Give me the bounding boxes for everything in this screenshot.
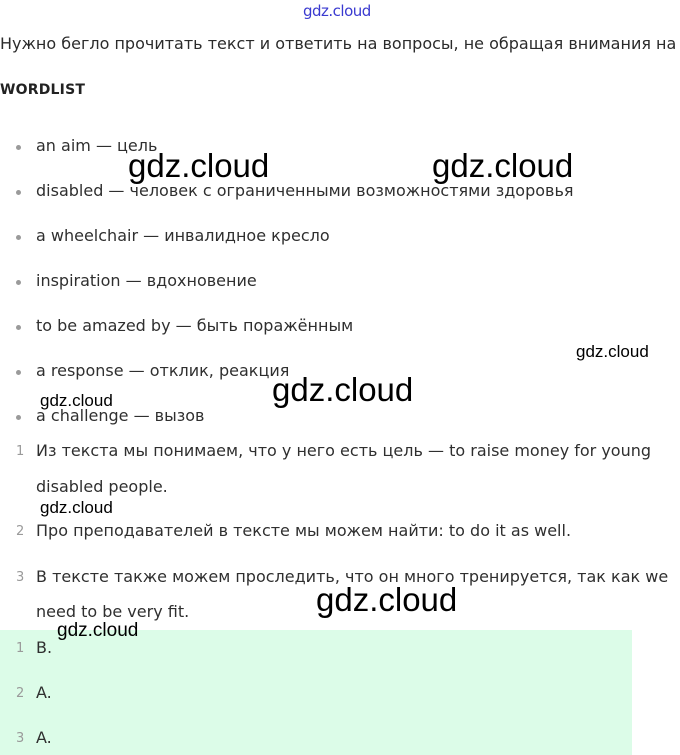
bullet-icon bbox=[16, 370, 21, 375]
answer-text: B. bbox=[36, 638, 53, 657]
question-number: 2 bbox=[16, 524, 25, 539]
question-text: В тексте также можем проследить, что он много тренируется, так как we bbox=[36, 567, 669, 586]
watermark: gdz.cloud bbox=[40, 391, 113, 410]
bullet-icon bbox=[16, 325, 21, 330]
answer-number: 3 bbox=[16, 731, 25, 746]
wordlist-item: an aim — цель bbox=[36, 136, 158, 155]
watermark: gdz.cloud bbox=[316, 581, 458, 618]
wordlist-item: disabled — человек с ограниченными возможностями здоровья bbox=[36, 181, 574, 200]
wordlist-item: a response — отклик, реакция bbox=[36, 361, 290, 380]
watermark: gdz.cloud bbox=[432, 147, 574, 184]
watermark: gdz.cloud bbox=[40, 498, 113, 517]
wordlist-item: to be amazed by — быть поражённым bbox=[36, 316, 354, 335]
watermark: gdz.cloud bbox=[128, 147, 270, 184]
answers-panel bbox=[0, 630, 632, 755]
bullet-icon bbox=[16, 190, 21, 195]
question-text-continued: need to be very fit. bbox=[36, 602, 190, 621]
answer-text: A. bbox=[36, 728, 52, 747]
bullet-icon bbox=[16, 280, 21, 285]
watermark: gdz.cloud bbox=[576, 342, 649, 361]
bullet-icon bbox=[16, 415, 21, 420]
wordlist-item: inspiration — вдохновение bbox=[36, 271, 257, 290]
question-text-continued: disabled people. bbox=[36, 477, 168, 496]
question-number: 3 bbox=[16, 570, 25, 585]
wordlist-item: a wheelchair — инвалидное кресло bbox=[36, 226, 330, 245]
answer-text: A. bbox=[36, 683, 52, 702]
question-text: Про преподавателей в тексте мы можем найти: to do it as well. bbox=[36, 521, 572, 540]
answer-number: 1 bbox=[16, 641, 25, 656]
question-text: Из текста мы понимаем, что у него есть цель — to raise money for young bbox=[36, 441, 652, 460]
header-watermark: gdz.cloud bbox=[303, 2, 371, 20]
bullet-icon bbox=[16, 145, 21, 150]
wordlist-heading: WORDLIST bbox=[0, 82, 86, 98]
question-number: 1 bbox=[16, 444, 25, 459]
intro-text: Нужно бегло прочитать текст и ответить на вопросы, не обращая внимания на bbox=[0, 34, 677, 53]
wordlist-item: a challenge — вызов bbox=[36, 406, 205, 425]
watermark: gdz.cloud bbox=[57, 620, 139, 641]
bullet-icon bbox=[16, 235, 21, 240]
answer-number: 2 bbox=[16, 686, 25, 701]
watermark: gdz.cloud bbox=[272, 371, 414, 408]
